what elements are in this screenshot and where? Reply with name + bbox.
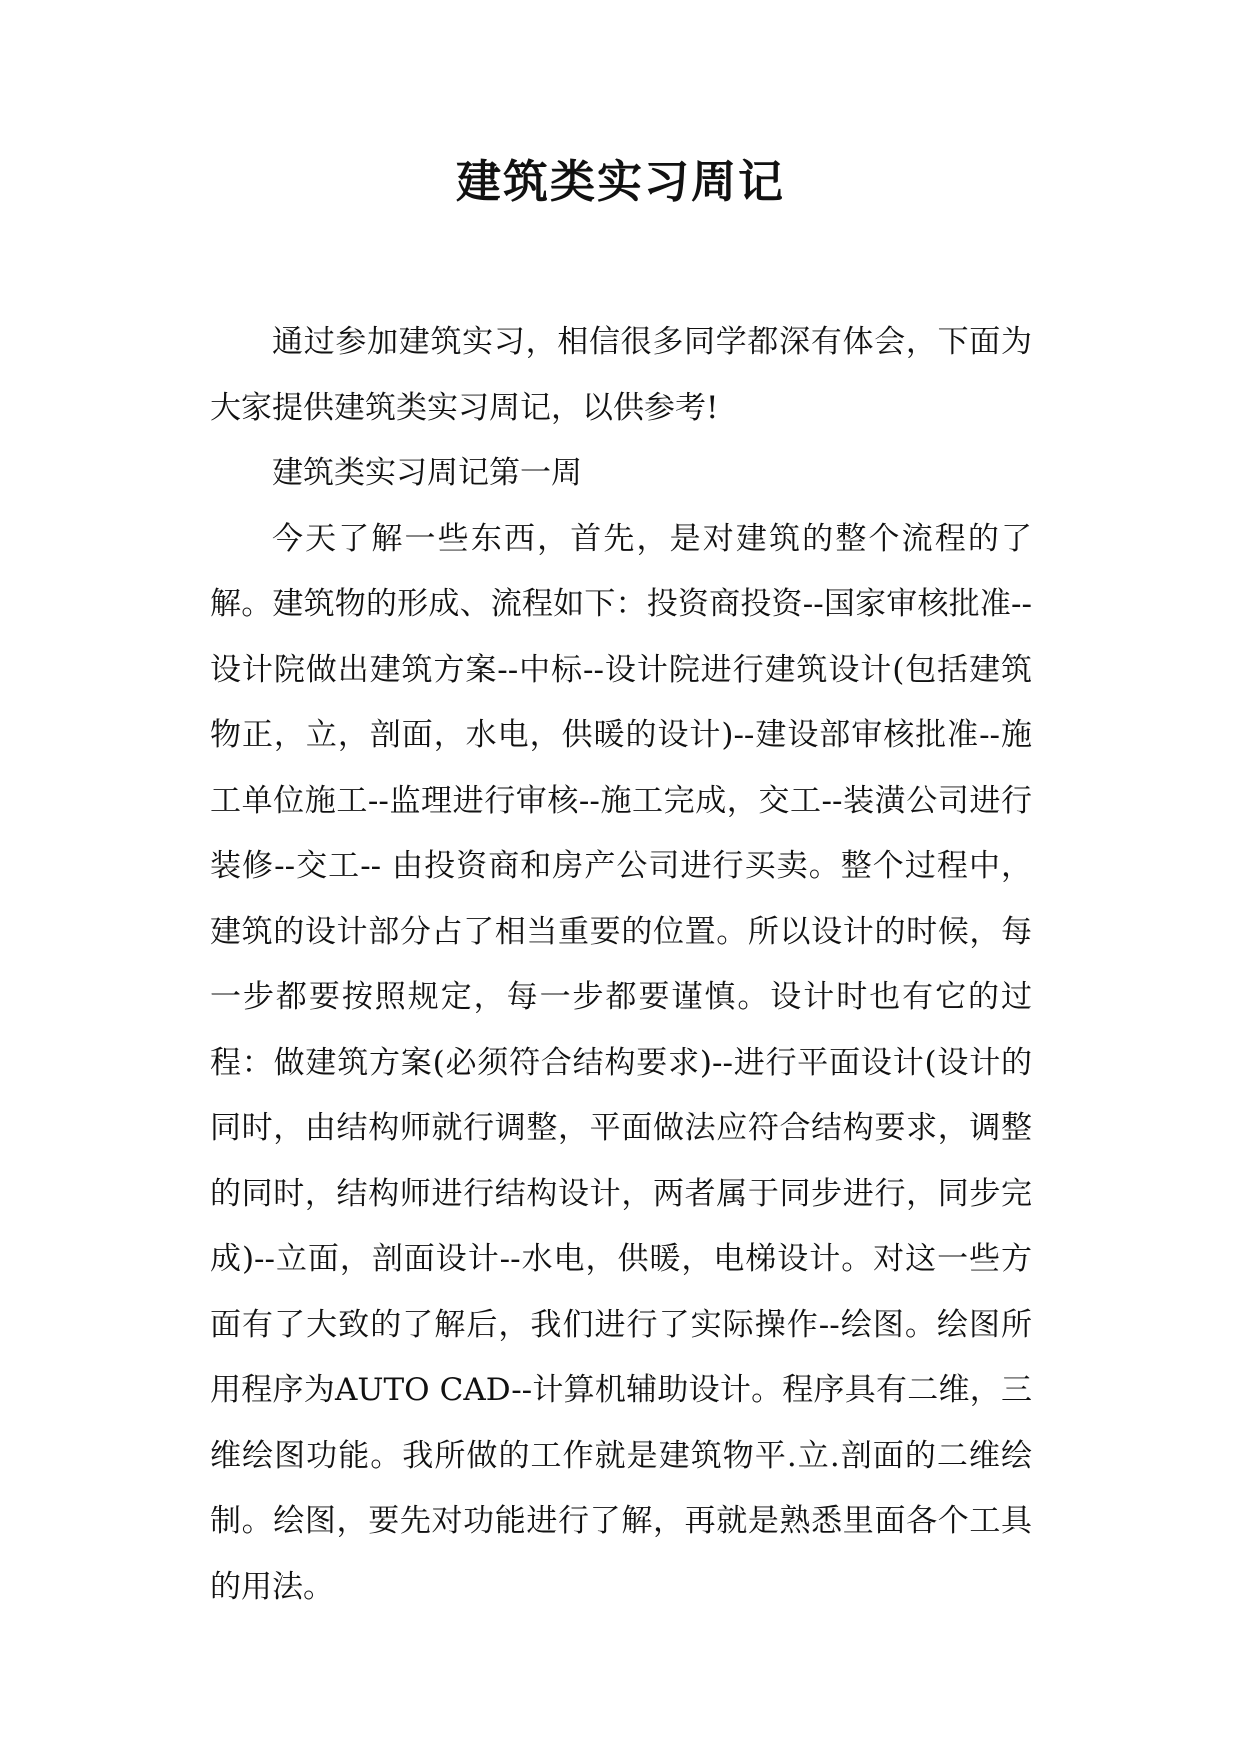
document-title: 建筑类实习周记 xyxy=(455,155,785,208)
week-one-paragraph: 今天了解一些东西，首先，是对建筑的整个流程的了解。建筑物的形成、流程如下：投资商投资--国家审核批准--设计院做出建筑方案--中标--设计院进行建筑设计(包括建筑物正，立，剖面，水电，供暖的设计)--建设部审核批准--施工单位施工--监理进行审核--施工完成，交工--装潢公司进行装修--交工-- 由投资商和房产公司进行买卖。整个过程中，建筑的设计部分占了相当重要的位置。所以设计的时候，每一步都要按照规定，每一步都要谨慎。设计时也有它的过程：做建筑方案(必须符合结构要求)--进行平面设计(设计的同时，由结构师就行调整，平面做法应符合结构要求，调整的同时，结构师进行结构设计，两者属于同步进行，同步完成)--立面，剖面设计--水电，供暖，电梯设计。对这一些方面有了大致的了解后，我们进行了实际操作--绘图。绘图所用程序为AUTO CAD--计算机辅助设计。程序具有二维，三维绘图功能。我所做的工作就是建筑物平.立.剖面的二维绘制。绘图，要先对功能进行了解，再就是熟悉里面各个工具的用法。 xyxy=(210,520,1032,1605)
week-one-heading: 建筑类实习周记第一周 xyxy=(272,455,582,491)
intro-paragraph: 通过参加建筑实习，相信很多同学都深有体会，下面为大家提供建筑类实习周记，以供参考! xyxy=(210,324,1032,426)
document-body xyxy=(210,310,1032,1620)
